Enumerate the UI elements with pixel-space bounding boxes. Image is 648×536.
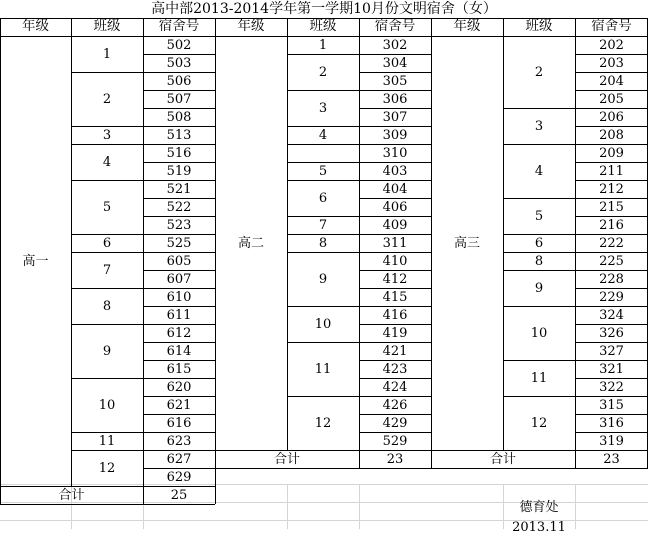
total-value: 23	[603, 451, 620, 467]
dorm-number: 316	[599, 415, 624, 431]
total-label: 合计	[273, 451, 300, 467]
grid-line	[575, 36, 576, 450]
dorm-number: 212	[599, 181, 624, 197]
dorm-number: 419	[382, 325, 408, 341]
dorm-number: 620	[166, 379, 192, 395]
grid-line	[359, 18, 360, 37]
dorm-number: 416	[382, 307, 408, 323]
dorm-number: 616	[166, 415, 192, 431]
dorm-number: 508	[166, 109, 192, 125]
dorm-number: 208	[599, 127, 624, 143]
date-label: 2013.11	[512, 519, 566, 535]
class-number: 7	[102, 262, 112, 278]
class-number: 9	[102, 343, 112, 359]
dorm-number: 412	[382, 271, 408, 287]
dorm-number: 326	[599, 325, 624, 341]
grid-line	[215, 36, 216, 468]
grid-line	[71, 36, 72, 486]
grade-label: 高二	[237, 235, 264, 251]
header-dorm: 宿舍号	[158, 18, 200, 35]
class-number: 10	[530, 325, 548, 341]
class-number: 5	[534, 208, 544, 224]
dorm-number: 203	[599, 55, 624, 71]
class-number: 8	[102, 298, 112, 314]
office-label: 德育处	[519, 499, 559, 515]
header-grade: 年级	[237, 18, 265, 35]
grid-line	[575, 450, 576, 468]
header-dorm: 宿舍号	[591, 18, 632, 35]
class-number: 6	[318, 190, 328, 206]
dorm-number: 404	[382, 181, 408, 197]
class-number: 11	[530, 370, 548, 386]
class-number: 3	[534, 118, 544, 134]
grid-line	[0, 36, 1, 504]
dorm-number: 525	[166, 235, 192, 251]
grid-line	[431, 468, 648, 469]
dorm-number: 623	[166, 433, 192, 449]
class-number: 8	[534, 253, 544, 269]
dorm-number: 315	[599, 397, 624, 413]
dorm-number: 302	[382, 37, 408, 53]
dorm-number: 403	[382, 163, 408, 179]
grid-line	[359, 450, 360, 468]
total-value: 25	[170, 487, 188, 503]
dorm-number: 324	[599, 307, 624, 323]
sheet-gridline	[575, 484, 576, 529]
grid-line	[503, 18, 504, 37]
grid-line	[431, 36, 432, 468]
header-class: 班级	[525, 18, 553, 35]
dorm-number: 502	[166, 37, 192, 53]
dorm-number: 523	[166, 217, 192, 233]
dorm-number: 311	[382, 235, 408, 251]
grid-line	[143, 486, 144, 504]
dorm-number: 321	[599, 361, 624, 377]
dorm-number: 612	[166, 325, 192, 341]
class-number: 2	[102, 91, 112, 107]
dorm-number: 424	[382, 379, 408, 395]
header-grade: 年级	[453, 18, 481, 35]
class-number: 1	[318, 37, 328, 53]
header-class: 班级	[309, 18, 337, 35]
grid-line	[0, 504, 215, 505]
dorm-number: 327	[599, 343, 624, 359]
dorm-number: 206	[599, 109, 624, 125]
class-number: 5	[102, 199, 112, 215]
dorm-number: 225	[599, 253, 624, 269]
dorm-number: 423	[382, 361, 408, 377]
header-dorm: 宿舍号	[374, 18, 416, 35]
class-number: 9	[318, 271, 328, 287]
dorm-number: 306	[382, 91, 408, 107]
dorm-number: 410	[382, 253, 408, 269]
class-number: 4	[318, 127, 328, 143]
dorm-number: 607	[166, 271, 192, 287]
grid-line	[0, 18, 1, 37]
dorm-number: 610	[166, 289, 192, 305]
dorm-number: 204	[599, 73, 624, 89]
dorm-number: 605	[166, 253, 192, 269]
dorm-number: 215	[599, 199, 624, 215]
dorm-number: 429	[382, 415, 408, 431]
page-title: 高中部2013-2014学年第一学期10月份文明宿舍（女）	[151, 1, 497, 17]
class-number: 9	[534, 280, 544, 296]
dorm-number: 209	[599, 145, 624, 161]
class-number: 4	[534, 163, 544, 179]
header-class: 班级	[93, 18, 121, 35]
dorm-number: 614	[166, 343, 192, 359]
dorm-number: 322	[599, 379, 624, 395]
class-number: 1	[102, 46, 112, 62]
grid-line	[143, 18, 144, 37]
grid-line	[359, 36, 360, 450]
class-number: 2	[534, 64, 544, 80]
grid-line	[215, 18, 216, 37]
dorm-number: 521	[166, 181, 192, 197]
dorm-number: 519	[166, 163, 192, 179]
class-number: 8	[318, 235, 328, 251]
total-label: 合计	[58, 487, 85, 503]
class-number: 3	[102, 127, 112, 143]
dorm-number: 522	[166, 199, 192, 215]
dorm-number: 611	[166, 307, 192, 323]
class-number: 10	[314, 316, 332, 332]
total-label: 合计	[489, 451, 516, 467]
dorm-number: 309	[382, 127, 408, 143]
dorm-number: 228	[599, 271, 624, 287]
dorm-number: 615	[166, 361, 192, 377]
class-number: 5	[318, 163, 328, 179]
class-number: 12	[530, 415, 548, 431]
dorm-number: 516	[166, 145, 192, 161]
dorm-number: 415	[382, 289, 408, 305]
dorm-number: 621	[166, 397, 192, 413]
dorm-number: 216	[599, 217, 624, 233]
dorm-number: 506	[166, 73, 192, 89]
class-number: 2	[318, 64, 328, 80]
dorm-number: 507	[166, 91, 192, 107]
grade-label: 高三	[453, 235, 480, 251]
grid-line	[287, 36, 288, 450]
dorm-number: 305	[382, 73, 408, 89]
sheet-gridline	[359, 484, 360, 529]
dorm-number: 205	[599, 91, 624, 107]
dorm-number: 211	[599, 163, 624, 179]
dormitory-table	[0, 18, 648, 535]
class-number: 12	[314, 415, 332, 431]
class-number: 11	[314, 361, 332, 377]
dorm-number: 503	[166, 55, 192, 71]
dorm-number: 627	[166, 451, 192, 467]
class-number: 6	[534, 235, 544, 251]
dorm-number: 529	[382, 433, 408, 449]
sheet-gridline	[287, 484, 288, 529]
total-value: 23	[386, 451, 404, 467]
header-grade: 年级	[22, 18, 49, 35]
grid-line	[503, 36, 504, 450]
class-number: 11	[98, 433, 116, 449]
class-number: 6	[102, 235, 112, 251]
dorm-number: 304	[382, 55, 408, 71]
dorm-number: 409	[382, 217, 408, 233]
dorm-number: 307	[382, 109, 408, 125]
class-number: 4	[102, 154, 112, 170]
grid-line	[431, 18, 432, 37]
grade-label: 高一	[22, 253, 49, 269]
class-number: 3	[318, 100, 328, 116]
dorm-number: 222	[599, 235, 624, 251]
dorm-number: 629	[166, 469, 192, 485]
dorm-number: 513	[166, 127, 192, 143]
class-number: 12	[98, 460, 116, 476]
class-number: 7	[318, 217, 328, 233]
grid-line	[143, 36, 144, 486]
dorm-number: 319	[599, 433, 624, 449]
dorm-number: 310	[382, 145, 408, 161]
dorm-number: 426	[382, 397, 408, 413]
class-number	[287, 144, 359, 162]
grid-line	[215, 468, 431, 469]
dorm-number: 202	[599, 37, 624, 53]
grid-line	[575, 18, 576, 37]
dorm-number: 229	[599, 289, 624, 305]
grid-line	[71, 18, 72, 37]
class-number: 10	[98, 397, 116, 413]
dorm-number: 421	[382, 343, 408, 359]
dorm-number: 406	[382, 199, 408, 215]
grid-line	[287, 18, 288, 37]
